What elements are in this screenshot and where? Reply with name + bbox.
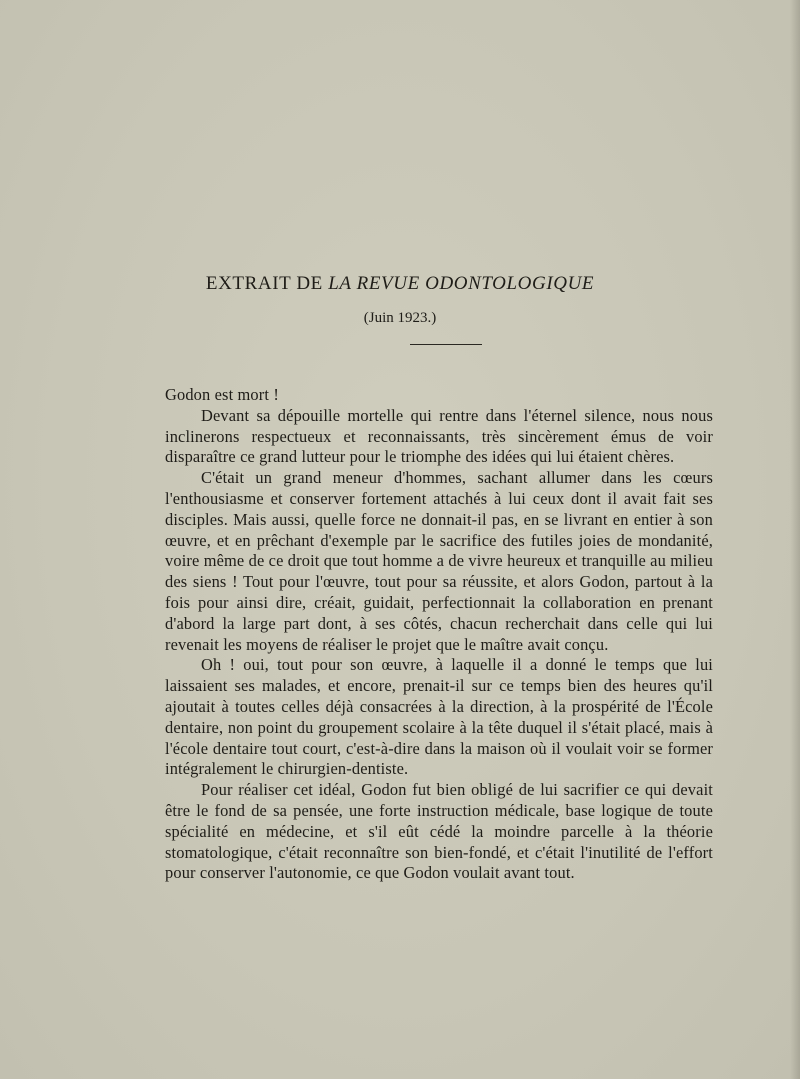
- page-title: [0, 272, 800, 296]
- article-body: [165, 385, 713, 884]
- paragraph-1: Godon est mort !: [165, 385, 279, 404]
- title-prefix: EXTRAIT DE: [205, 273, 329, 294]
- paragraph-2: Devant sa dépouille mortelle qui rentre dans l'éternel silence, nous nous inclinerons respectueux et reconnaissants, très sincèrement émus de voir disparaître ce grand lutteur pour le triomphe des idées qui lui étaient chères.: [165, 405, 713, 467]
- paragraph-5: Pour réaliser cet idéal, Godon fut bien obligé de lui sacrifier ce qui devait être le fond de sa pensée, une forte instruction médicale, base logique de toute spécialité en médecine, et s'il eût cédé la moindre parcelle à la théorie stomatologique, c'était reconnaître son bien-fondé, et c'était l'inutilité de l'effort pour conserver l'autonomie, ce que Godon voulait avant tout.: [165, 780, 713, 883]
- paragraph-4: Oh ! oui, tout pour son œuvre, à laquelle il a donné le temps que lui laissaient ses malades, et encore, prenait-il sur ce temps bien des heures qu'il ajoutait à toutes celles déjà consacrées à la direction, à la prospérité de l'École dentaire, non point du groupement scolaire à la tête duquel il s'était placé, mais à l'école dentaire tout court, c'est-à-dire dans la maison où il voulait voir se former intégralement le chirurgien-dentiste.: [165, 655, 713, 779]
- publication-date: (Juin 1923.): [363, 310, 437, 326]
- divider-rule: [410, 344, 482, 345]
- paragraph-3: C'était un grand meneur d'hommes, sachant allumer dans les cœurs l'enthousiasme et conserver fortement attachés à lui ceux dont il avait fait ses disciples. Mais aussi, quelle force ne donnait-il pas, en se livrant en entier à son œuvre, et en prêchant d'exemple par le sacrifice des futiles joies de mondanité, voire même de ce droit que tout homme a de vivre heureux et tranquille au milieu des siens ! Tout pour l'œuvre, tout pour sa réussite, et alors Godon, partout à la fois pour ainsi dire, créait, guidait, perfectionnait la collaboration en prenant d'abord la large part dont, à ses côtés, chacun recherchait dans celle qui lui revenait les moyens de réaliser le projet que le maître avait conçu.: [165, 468, 713, 654]
- title-journal-name: LA REVUE ODONTOLOGIQUE: [328, 273, 595, 294]
- page-edge-shadow: [790, 0, 800, 1079]
